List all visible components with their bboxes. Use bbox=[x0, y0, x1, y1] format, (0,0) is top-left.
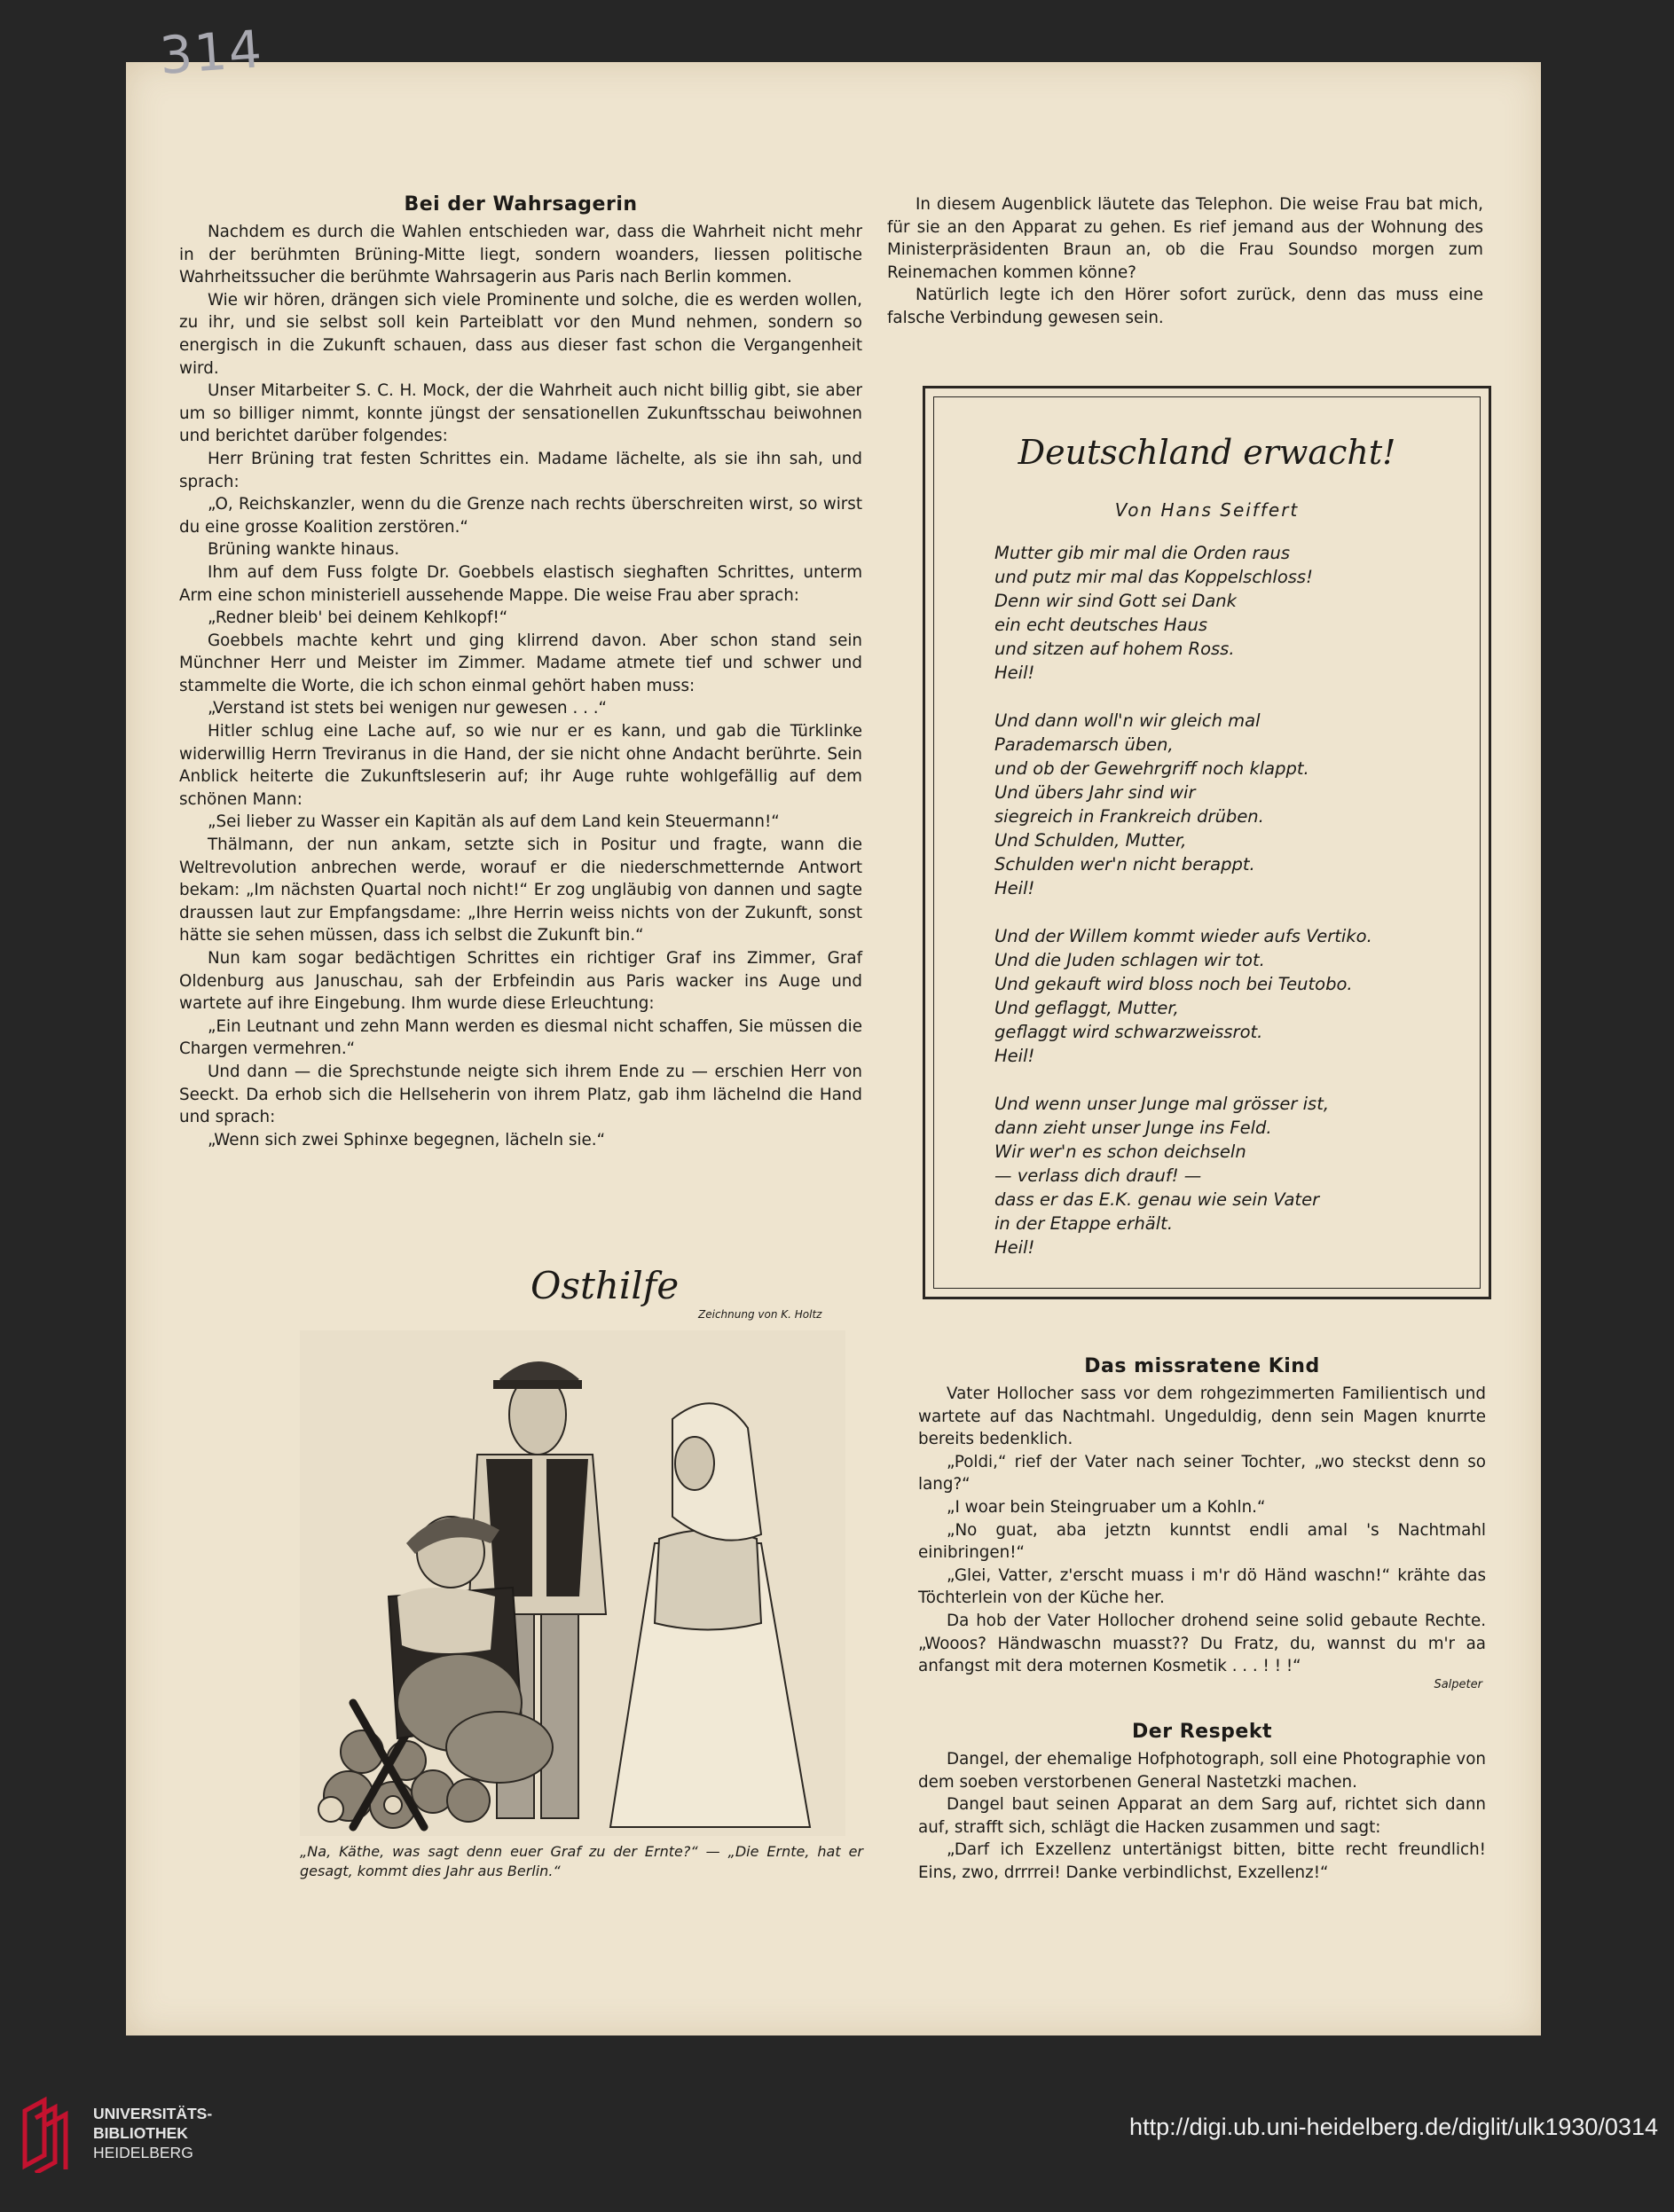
paragraph: Thälmann, der nun ankam, setzte sich in Positur und fragte, wann die Weltrevolution anbrechen werde, worauf er die niederschmetternde Antwort bekam: „Im nächsten Quartal noch nicht!“ Er zog ungläubig von dannen und sagte draussen laut zur Empfangsdame: „Ihre Herrin weiss nichts von der Zukunft, sonst hätte sie sehen müssen, dass ich selbst die Zukunft bin.“ bbox=[179, 835, 862, 945]
verse-line: Parademarsch üben, bbox=[994, 734, 1174, 755]
paragraph: „I woar bein Steingruaber um a Kohln.“ bbox=[947, 1497, 1266, 1517]
verse-line: Und wenn unser Junge mal grösser ist, bbox=[994, 1094, 1330, 1114]
article-respekt bbox=[918, 1721, 1486, 1885]
cartoon-illustration bbox=[300, 1330, 845, 1836]
verse-line: Heil! bbox=[994, 1237, 1035, 1258]
verse-line: Wir wer'n es schon deichseln bbox=[994, 1141, 1246, 1162]
poem-stanza bbox=[994, 1092, 1456, 1259]
verse-line: Schulden wer'n nicht berappt. bbox=[994, 854, 1255, 875]
verse-line: Heil! bbox=[994, 663, 1035, 683]
paragraph: „Redner bleib' bei deinem Kehlkopf!“ bbox=[208, 608, 508, 628]
paragraph: „Ein Leutnant und zehn Mann werden es diesmal nicht schaffen, Sie müssen die Chargen vermehren.“ bbox=[179, 1016, 862, 1059]
paragraph: Goebbels machte kehrt und ging klirrend davon. Aber schon stand sein Münchner Herr und Meister im Zimmer. Madame atmete tief und schwer und stammelte die Worte, die ich schon einmal gehört haben muss: bbox=[179, 631, 862, 695]
verse-line: geflaggt wird schwarzweissrot. bbox=[994, 1022, 1263, 1042]
paragraph: Herr Brüning trat festen Schrittes ein. Madame lächelte, als sie ihn sah, und sprach: bbox=[179, 449, 862, 491]
verse-line: siegreich in Frankreich drüben. bbox=[994, 806, 1264, 827]
verse-line: Mutter gib mir mal die Orden raus bbox=[994, 543, 1291, 563]
verse-line: Und die Juden schlagen wir tot. bbox=[994, 950, 1265, 970]
poem-stanza bbox=[994, 924, 1456, 1068]
author-signature: Salpeter bbox=[1434, 1677, 1482, 1691]
paragraph: „Wenn sich zwei Sphinxe begegnen, lächeln sie.“ bbox=[208, 1130, 606, 1149]
paragraph: „Sei lieber zu Wasser ein Kapitän als auf dem Land kein Steuermann!“ bbox=[208, 812, 780, 832]
paragraph: „Verstand ist stets bei wenigen nur gewesen . . .“ bbox=[208, 699, 607, 718]
permalink-url[interactable]: http://digi.ub.uni-heidelberg.de/diglit/ulk1930/0314 bbox=[1129, 2114, 1658, 2140]
verse-line: Und übers Jahr sind wir bbox=[994, 782, 1196, 803]
verse-line: Und geflaggt, Mutter, bbox=[994, 998, 1179, 1018]
cartoon-credit: Zeichnung von K. Holtz bbox=[698, 1308, 822, 1321]
verse-line: Und gekauft wird bloss noch bei Teutobo. bbox=[994, 974, 1353, 994]
verse-line: Und dann woll'n wir gleich mal bbox=[994, 710, 1261, 731]
paragraph: „Darf ich Exzellenz untertänigst bitten, bitte recht freundlich! Eins, zwo, drrrrei! Danke verbindlichst, Exzellenz!“ bbox=[918, 1840, 1486, 1882]
paragraph: In diesem Augenblick läutete das Telephon. Die weise Frau bat mich, für sie an den Apparat zu gehen. Es rief jemand aus der Wohnung des Ministerpräsidenten Braun an, ob die Frau Soundso morgen zum Reinemachen kommen könne? bbox=[887, 195, 1483, 282]
verse-line: — verlass dich drauf! — bbox=[994, 1165, 1202, 1186]
poem-stanza bbox=[994, 541, 1456, 685]
paragraph: Natürlich legte ich den Hörer sofort zurück, denn das muss eine falsche Verbindung gewesen sein. bbox=[887, 286, 1483, 327]
paragraph: Hitler schlug eine Lache auf, so wie nur er es kann, und gab die Türklinke widerwillig Herrn Treviranus in die Hand, der sie nicht ohne Andacht berührte. Sein Anblick heiterte die Zukunftsleserin auf; ihr Auge ruhte wohlgefällig auf dem schönen Mann: bbox=[179, 722, 862, 809]
poem-author: Von Hans Seiffert bbox=[1114, 499, 1300, 521]
article-title: Das missratene Kind bbox=[1084, 1355, 1320, 1377]
library-logo-icon bbox=[18, 2093, 80, 2173]
cartoon-title: Osthilfe bbox=[530, 1264, 680, 1307]
poem-box bbox=[923, 386, 1491, 1299]
paragraph: „Glei, Vatter, z'erscht muass i m'r dö Händ waschn!“ krähte das Töchterlein von der Küche her. bbox=[918, 1565, 1486, 1608]
poem-stanza bbox=[994, 709, 1456, 900]
paragraph: Unser Mitarbeiter S. C. H. Mock, der die Wahrheit auch nicht billig gibt, sie aber um so billiger nimmt, konnte jüngst der sensationellen Zukunftsschau beiwohnen und berichtet darüber folgendes: bbox=[179, 381, 862, 446]
library-name-line: HEIDELBERG bbox=[93, 2144, 193, 2161]
verse-line: und ob der Gewehrgriff noch klappt. bbox=[994, 758, 1309, 779]
verse-line: Und der Willem kommt wieder aufs Vertiko. bbox=[994, 926, 1372, 946]
paragraph: Und dann — die Sprechstunde neigte sich ihrem Ende zu — erschien Herr von Seeckt. Da erhob sich die Hellseherin von ihrem Platz, gab ihm lächelnd die Hand und sprach: bbox=[179, 1062, 862, 1127]
paragraph: Vater Hollocher sass vor dem rohgezimmerten Familientisch und wartete auf das Nachtmahl. Ungeduldig, denn sein Magen knurrte bereits bedenklich. bbox=[918, 1384, 1486, 1449]
verse-line: Und Schulden, Mutter, bbox=[994, 830, 1187, 851]
article-title: Der Respekt bbox=[1132, 1721, 1272, 1743]
article-missratene-kind bbox=[918, 1355, 1486, 1691]
paragraph: Brüning wankte hinaus. bbox=[208, 540, 400, 560]
poem-title: Deutschland erwacht! bbox=[1018, 433, 1396, 472]
verse-line: ein echt deutsches Haus bbox=[994, 615, 1207, 635]
paragraph: Ihm auf dem Fuss folgte Dr. Goebbels elastisch sieghaften Schrittes, unterm Arm eine schon ministeriell aussehende Mappe. Die weise Frau aber sprach: bbox=[179, 562, 862, 605]
verse-line: und sitzen auf hohem Ross. bbox=[994, 639, 1235, 659]
paragraph: Nun kam sogar bedächtigen Schrittes ein richtiger Graf ins Zimmer, Graf Oldenburg aus Januschau, sah der Erbfeindin aus Paris wacker ins Auge und wartete auf ihre Eingebung. Ihm wurde diese Erleuchtung: bbox=[179, 949, 862, 1014]
library-name-line: UNIVERSITÄTS- bbox=[93, 2105, 213, 2122]
verse-line: Heil! bbox=[994, 878, 1035, 898]
library-name-line: BIBLIOTHEK bbox=[93, 2124, 188, 2142]
verse-line: Heil! bbox=[994, 1046, 1035, 1066]
cartoon-caption: „Na, Käthe, was sagt denn euer Graf zu der Ernte?“ — „Die Ernte, hat er gesagt, kommt dies Jahr aus Berlin.“ bbox=[300, 1843, 863, 1879]
paragraph: Wie wir hören, drängen sich viele Prominente und solche, die es werden wollen, zu ihr, und sie selbst soll kein Parteiblatt vor den Mund nehmen, sondern so energisch in die Zukunft schauen, dass aus dieser fast schon die Vergangenheit wird. bbox=[179, 290, 862, 378]
poem-body bbox=[994, 541, 1456, 1283]
paragraph: Nachdem es durch die Wahlen entschieden war, dass die Wahrheit nicht mehr in der berühmten Brüning-Mitte liegt, sondern woanders, liessen politische Wahrheitssucher die berühmte Wahrsagerin aus Paris nach Berlin kommen. bbox=[179, 223, 862, 287]
paragraph: „O, Reichskanzler, wenn du die Grenze nach rechts überschreiten wirst, so wirst du eine grosse Koalition zerstören.“ bbox=[179, 495, 862, 537]
paragraph: „Poldi,“ rief der Vater nach seiner Tochter, „wo steckst denn so lang?“ bbox=[918, 1452, 1486, 1494]
verse-line: dann zieht unser Junge ins Feld. bbox=[994, 1118, 1272, 1138]
verse-line: in der Etappe erhält. bbox=[994, 1213, 1174, 1234]
paragraph: „No guat, aba jetztn kunntst endli amal 's Nachtmahl einibringen!“ bbox=[918, 1520, 1486, 1563]
paragraph: Dangel baut seinen Apparat an dem Sarg auf, richtet sich dann auf, strafft sich, schlägt die Hacken zusammen und sagt: bbox=[918, 1795, 1486, 1837]
article-title: Bei der Wahrsagerin bbox=[404, 193, 638, 216]
paragraph: Da hob der Vater Hollocher drohend seine solid gebaute Rechte. „Wooos? Händwaschn muasst?? Du Fratz, du, wannst du m'r aa anfangst mit dera moternen Kosmetik . . . ! ! !“ bbox=[918, 1611, 1486, 1676]
paragraph: Dangel, der ehemalige Hofphotograph, soll eine Photographie von dem soeben verstorbenen General Nastetzki machen. bbox=[918, 1750, 1486, 1792]
article-wahrsagerin bbox=[179, 193, 862, 1151]
verse-line: Denn wir sind Gott sei Dank bbox=[994, 591, 1237, 611]
page-number: 314 bbox=[157, 19, 265, 86]
verse-line: dass er das E.K. genau wie sein Vater bbox=[994, 1189, 1320, 1210]
verse-line: und putz mir mal das Koppelschloss! bbox=[994, 567, 1313, 587]
library-name bbox=[93, 2104, 212, 2162]
article-wahrsagerin-continued bbox=[887, 193, 1483, 330]
